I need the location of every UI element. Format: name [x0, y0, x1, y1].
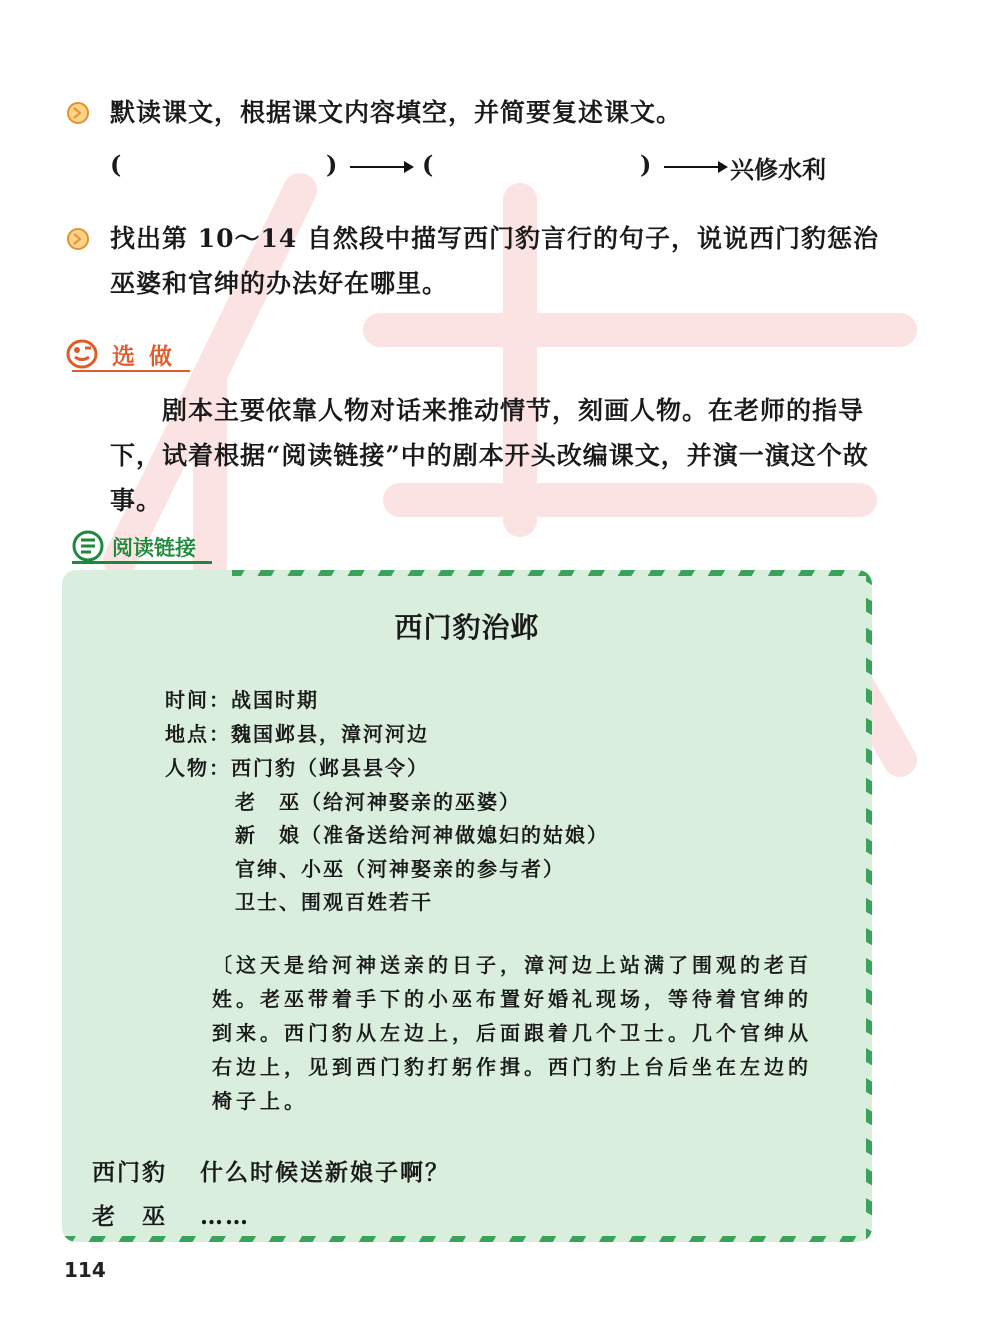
reading-book-icon [72, 530, 106, 562]
play-character: 新 娘（准备送给河神做媳妇的姑娘） [235, 823, 609, 847]
play-character: 人物：西门豹（邺县县令） [165, 756, 429, 780]
dialogue-line [92, 1154, 450, 1187]
question-2-text: 找出第 10～14 自然段中描写西门豹言行的句子，说说西门豹惩治巫婆和官绅的办法好在哪里。 [110, 224, 879, 298]
play-character: 卫士、围观百姓若干 [235, 890, 433, 914]
blank-1-open: ( [110, 150, 122, 179]
reading-link-underline [72, 561, 212, 564]
play-character: 官绅、小巫（河神娶亲的参与者） [235, 857, 565, 881]
optional-badge-icon [66, 338, 102, 370]
card-dash-border-right [866, 570, 872, 1242]
dialogue-text: …… [200, 1203, 250, 1230]
reading-link-label: 阅读链接 [112, 536, 196, 560]
dialogue-speaker: 老 巫 [92, 1203, 167, 1230]
fill-blank-row [110, 150, 870, 186]
blank-row-end: 兴修水利 [730, 155, 826, 184]
blank-2-close: ) [640, 150, 652, 179]
arrow-1-icon [350, 166, 412, 168]
play-time: 时间：战国时期 [165, 688, 319, 712]
page-number: 114 [64, 1258, 106, 1282]
dialogue-line [92, 1198, 250, 1231]
blank-1-close: ) [326, 150, 338, 179]
question-1-text: 默读课文，根据课文内容填空，并简要复述课文。 [110, 98, 683, 127]
sun-bullet-icon [66, 227, 90, 251]
dialogue-speaker: 西门豹 [92, 1159, 167, 1186]
sun-bullet-icon [66, 101, 90, 125]
optional-underline [72, 370, 190, 372]
optional-section-title [66, 338, 190, 374]
reading-card [62, 570, 872, 1242]
arrow-2-icon [664, 166, 726, 168]
optional-label: 选做 [112, 343, 186, 370]
task-paragraph: 剧本主要依靠人物对话来推动情节，刻画人物。在老师的指导下，试着根据“阅读链接”中的剧本开头改编课文，并演一演这个故事。 [110, 396, 869, 515]
dialogue-text: 什么时候送新娘子啊？ [200, 1159, 450, 1186]
play-place: 地点：魏国邺县，漳河河边 [165, 722, 429, 746]
reading-link-title [72, 530, 212, 566]
blank-2-open: ( [422, 150, 434, 179]
stage-direction: 〔这天是给河神送亲的日子，漳河边上站满了围观的老百姓。老巫带着手下的小巫布置好婚礼现场，等待着官绅的到来。西门豹从左边上，后面跟着几个卫士。几个官绅从右边上，见到西门豹打躬作揖。西门豹上台后坐在左边的椅子上。 [212, 953, 812, 1113]
card-dash-border-bottom [62, 1236, 872, 1242]
play-title: 西门豹治邺 [394, 611, 540, 644]
play-character: 老 巫（给河神娶亲的巫婆） [235, 790, 521, 814]
card-dash-border-top [232, 570, 872, 576]
